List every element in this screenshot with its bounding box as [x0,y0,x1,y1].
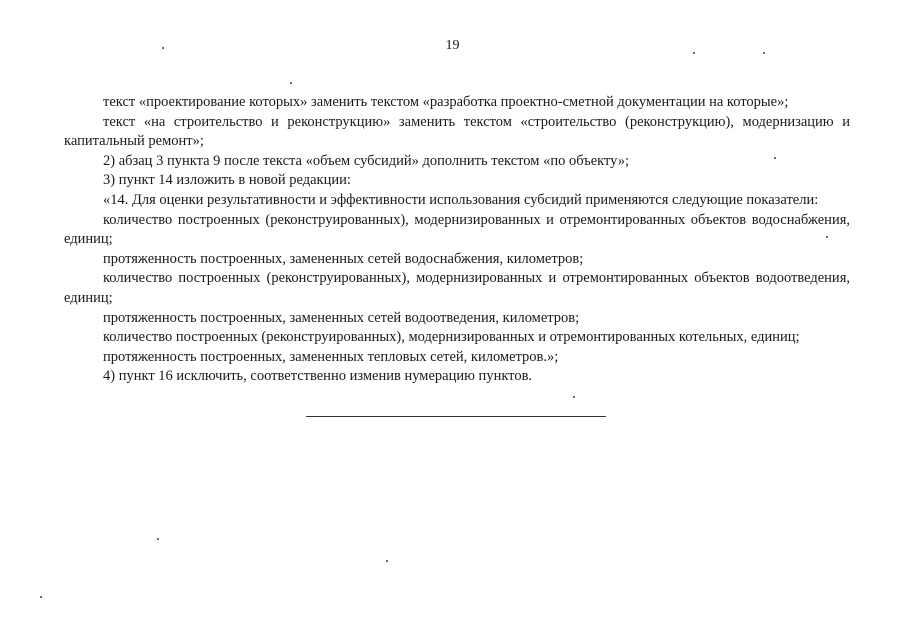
paragraph-5: «14. Для оценки результативности и эффективности использования субсидий применяются следующие показатели: [103,191,819,208]
scan-speck [157,538,159,540]
scan-speck [386,560,388,562]
paragraph-3: 2) абзац 3 пункта 9 после текста «объем субсидий» дополнить текстом «по объекту»; [103,152,630,169]
paragraph-6: количество построенных (реконструированных), модернизированных и отремонтированных объектов водоснабжения, единиц; [64,211,850,248]
page-number: 19 [445,38,460,53]
paragraph-7: протяженность построенных, замененных сетей водоснабжения, километров; [103,250,584,267]
paragraph-10: количество построенных (реконструированных), модернизированных и отремонтированных котельных, единиц; [103,329,800,346]
scan-speck [162,47,164,49]
scan-speck [693,52,695,54]
scan-speck [826,236,828,238]
paragraph-8: количество построенных (реконструированных), модернизированных и отремонтированных объектов водоотведения, единиц; [64,270,850,306]
scan-speck [290,82,292,84]
paragraph-12: 4) пункт 16 исключить, соответственно изменив нумерацию пунктов. [103,368,533,385]
paragraph-2: текст «на строительство и реконструкцию» заменить текстом «строительство (реконструкцию), модернизацию и капитальный ремонт»; [64,113,850,150]
scan-speck [573,396,575,398]
paragraph-11: протяженность построенных, замененных тепловых сетей, километров.»; [103,348,559,365]
section-divider [306,416,606,417]
document-body [64,93,850,387]
scan-speck [774,157,776,159]
paragraph-9: протяженность построенных, замененных сетей водоотведения, километров; [103,309,580,326]
scan-speck [40,596,42,598]
scan-speck [763,52,765,54]
paragraph-1: текст «проектирование которых» заменить текстом «разработка проектно-сметной документации на которые»; [103,94,789,110]
paragraph-4: 3) пункт 14 изложить в новой редакции: [103,172,351,189]
